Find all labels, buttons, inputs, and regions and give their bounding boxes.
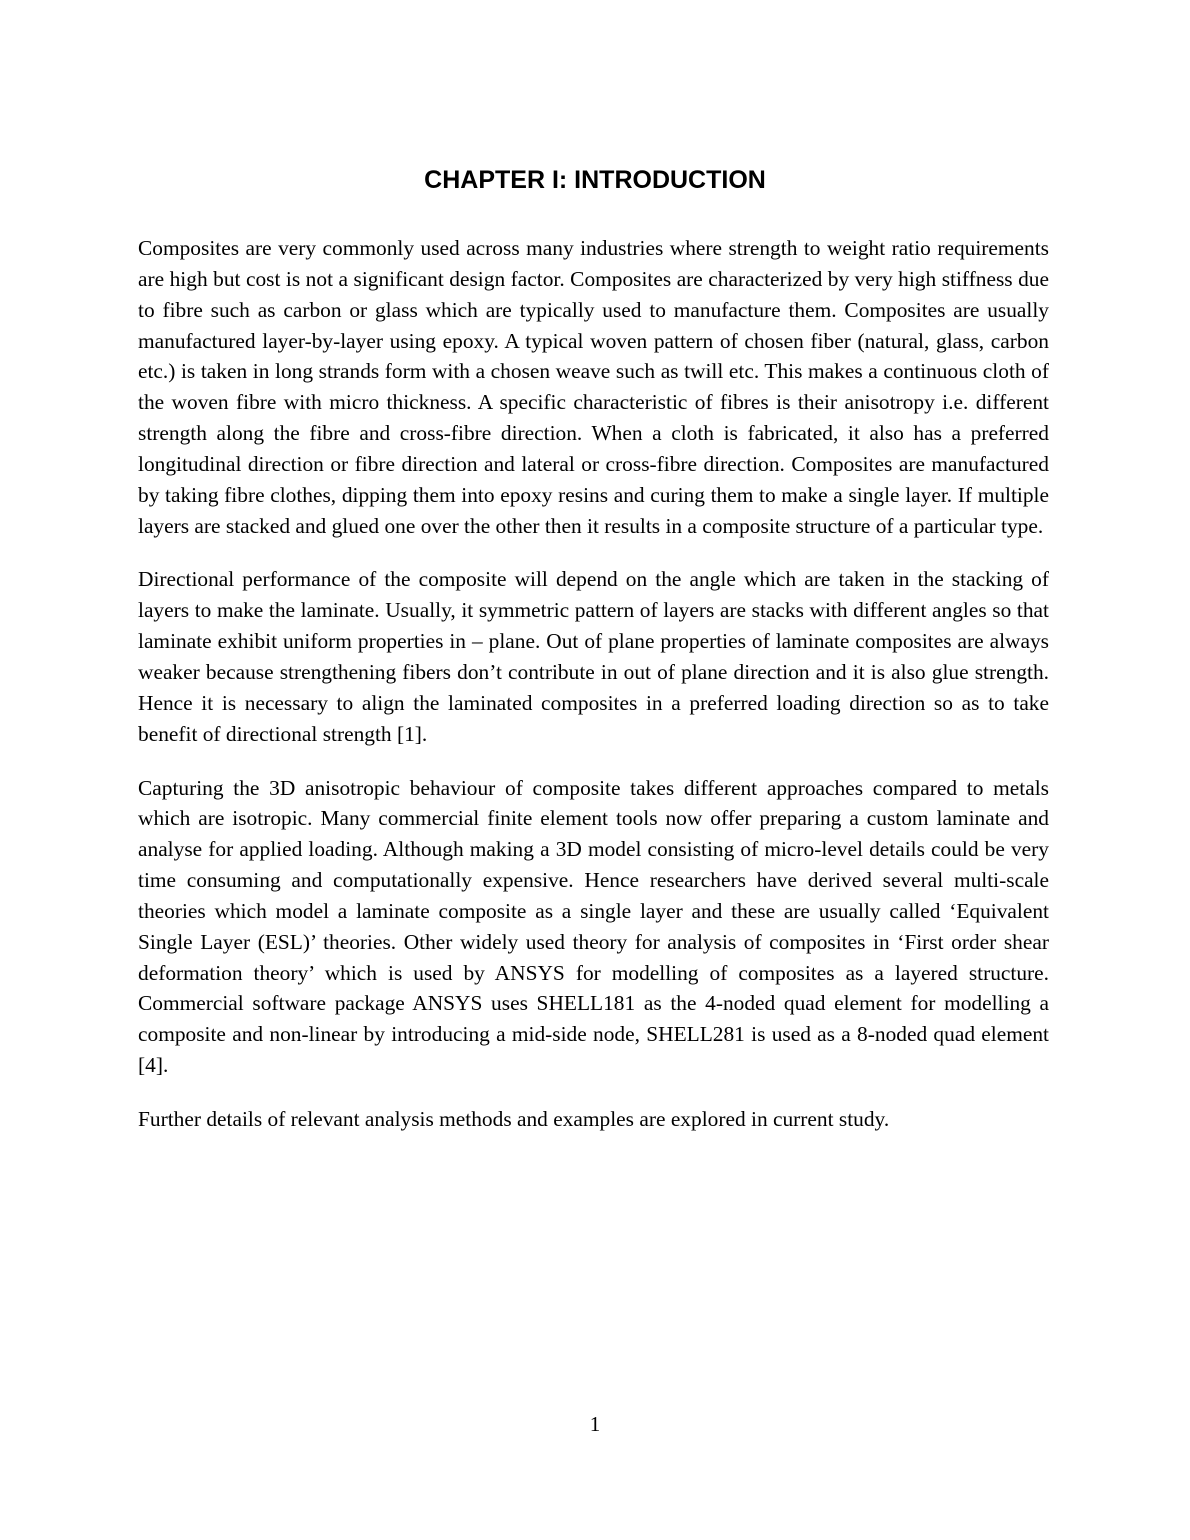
page-number: 1 [589,1412,601,1436]
paragraph-further-details: Further details of relevant analysis methods and examples are explored in current study. [138,1106,890,1131]
paragraph-directional-performance: Directional performance of the composite will depend on the angle which are taken in the stacking of layers to make the laminate. Usually, it symmetric pattern of layers are stacks with different angles so that laminate exhibit uniform properties in – plane. Out of plane properties of laminate composites are always weaker because strengthening fibers don’t contribute in out of plane direction and it is also glue strength. Hence it is necessary to align the laminated composites in a preferred loading direction so as to take benefit of directional strength [1]. [138,567,1049,746]
chapter-title: CHAPTER I: INTRODUCTION [424,166,766,194]
paragraph-composites-overview: Composites are very commonly used across many industries where strength to weight ratio requirements are high but cost is not a significant design factor. Composites are characterized by very high stiffness due to fibre such as carbon or glass which are typically used to manufacture them. Composites are usually manufactured layer-by-layer using epoxy. A typical woven pattern of chosen fiber (natural, glass, carbon etc.) is taken in long strands form with a chosen weave such as twill etc. This makes a continuous cloth of the woven fibre with micro thickness. A specific characteristic of fibres is their anisotropy i.e. different strength along the fibre and cross-fibre direction. When a cloth is fabricated, it also has a preferred longitudinal direction or fibre direction and lateral or cross-fibre direction. Composites are manufactured by taking fibre clothes, dipping them into epoxy resins and curing them to make a single layer. If multiple layers are stacked and glued one over the other then it results in a composite structure of a particular type. [138,236,1049,538]
paragraph-anisotropic-behaviour: Capturing the 3D anisotropic behaviour of composite takes different approaches compared to metals which are isotropic. Many commercial finite element tools now offer preparing a custom laminate and analyse for applied loading. Although making a 3D model consisting of micro-level details could be very time consuming and computationally expensive. Hence researchers have derived several multi-scale theories which model a laminate composite as a single layer and these are usually called ‘Equivalent Single Layer (ESL)’ theories. Other widely used theory for analysis of composites in ‘First order shear deformation theory’ which is used by ANSYS for modelling of composites as a layered structure. Commercial software package ANSYS uses SHELL181 as the 4-noded quad element for modelling a composite and non-linear by introducing a mid-side node, SHELL281 is used as a 8-noded quad element [4]. [138,775,1049,1078]
body-text [138,233,1049,1158]
